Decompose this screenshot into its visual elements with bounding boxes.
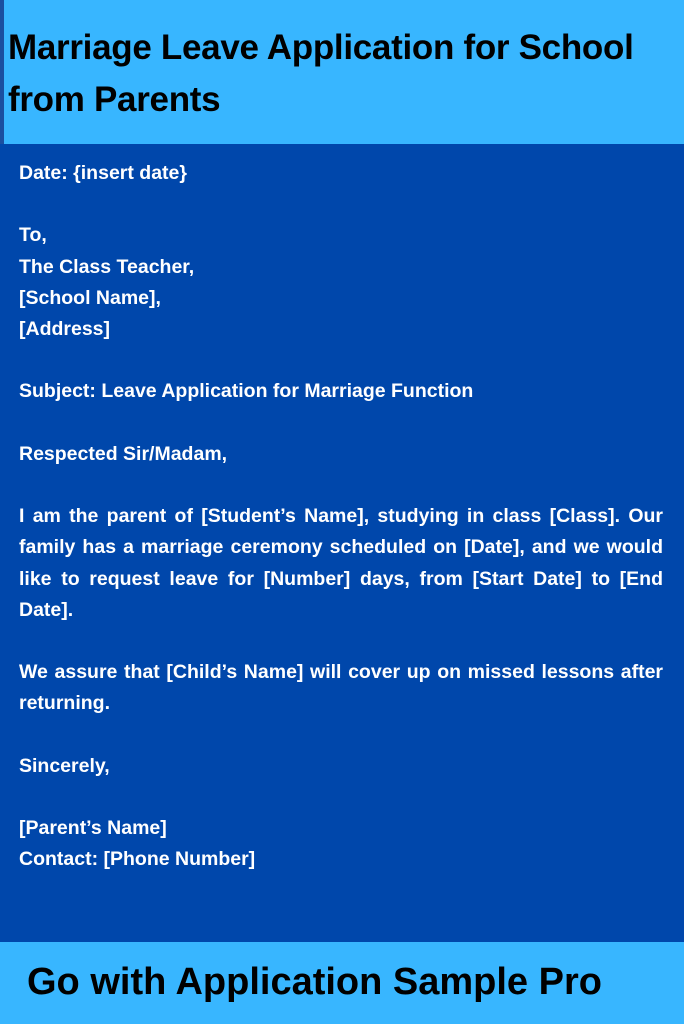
to-line: To, [19,224,47,247]
page-title: Marriage Leave Application for School from Parents [8,28,634,119]
letter-paragraph: We assure that [Child’s Name] will cover up on missed lessons after returning. [19,661,663,715]
footer-brand: Go with Application Sample Pro [27,961,602,1003]
signature-contact: Contact: [Phone Number] [19,848,256,871]
footer-banner [0,942,684,1024]
school-line: [School Name], [19,286,161,309]
letter-date: Date: {insert date} [19,162,187,184]
letter-salutation: Respected Sir/Madam, [19,442,228,465]
letter-closing: Sincerely, [19,754,110,777]
letter-body [19,158,663,907]
signature-name: [Parent’s Name] [19,817,167,840]
recipient-line: The Class Teacher, [19,255,195,278]
title-banner [0,0,684,144]
letter-subject: Subject: Leave Application for Marriage Function [19,380,474,403]
address-line: [Address] [19,318,111,340]
recipient-block [19,220,663,345]
signature-block [19,813,663,875]
letter-paragraph: I am the parent of [Student’s Name], studying in class [Class]. Our family has a marriage ceremony scheduled on [Date], and we would like to request leave for [Number] days, from [Start Date] to [End Date]. [19,505,663,621]
